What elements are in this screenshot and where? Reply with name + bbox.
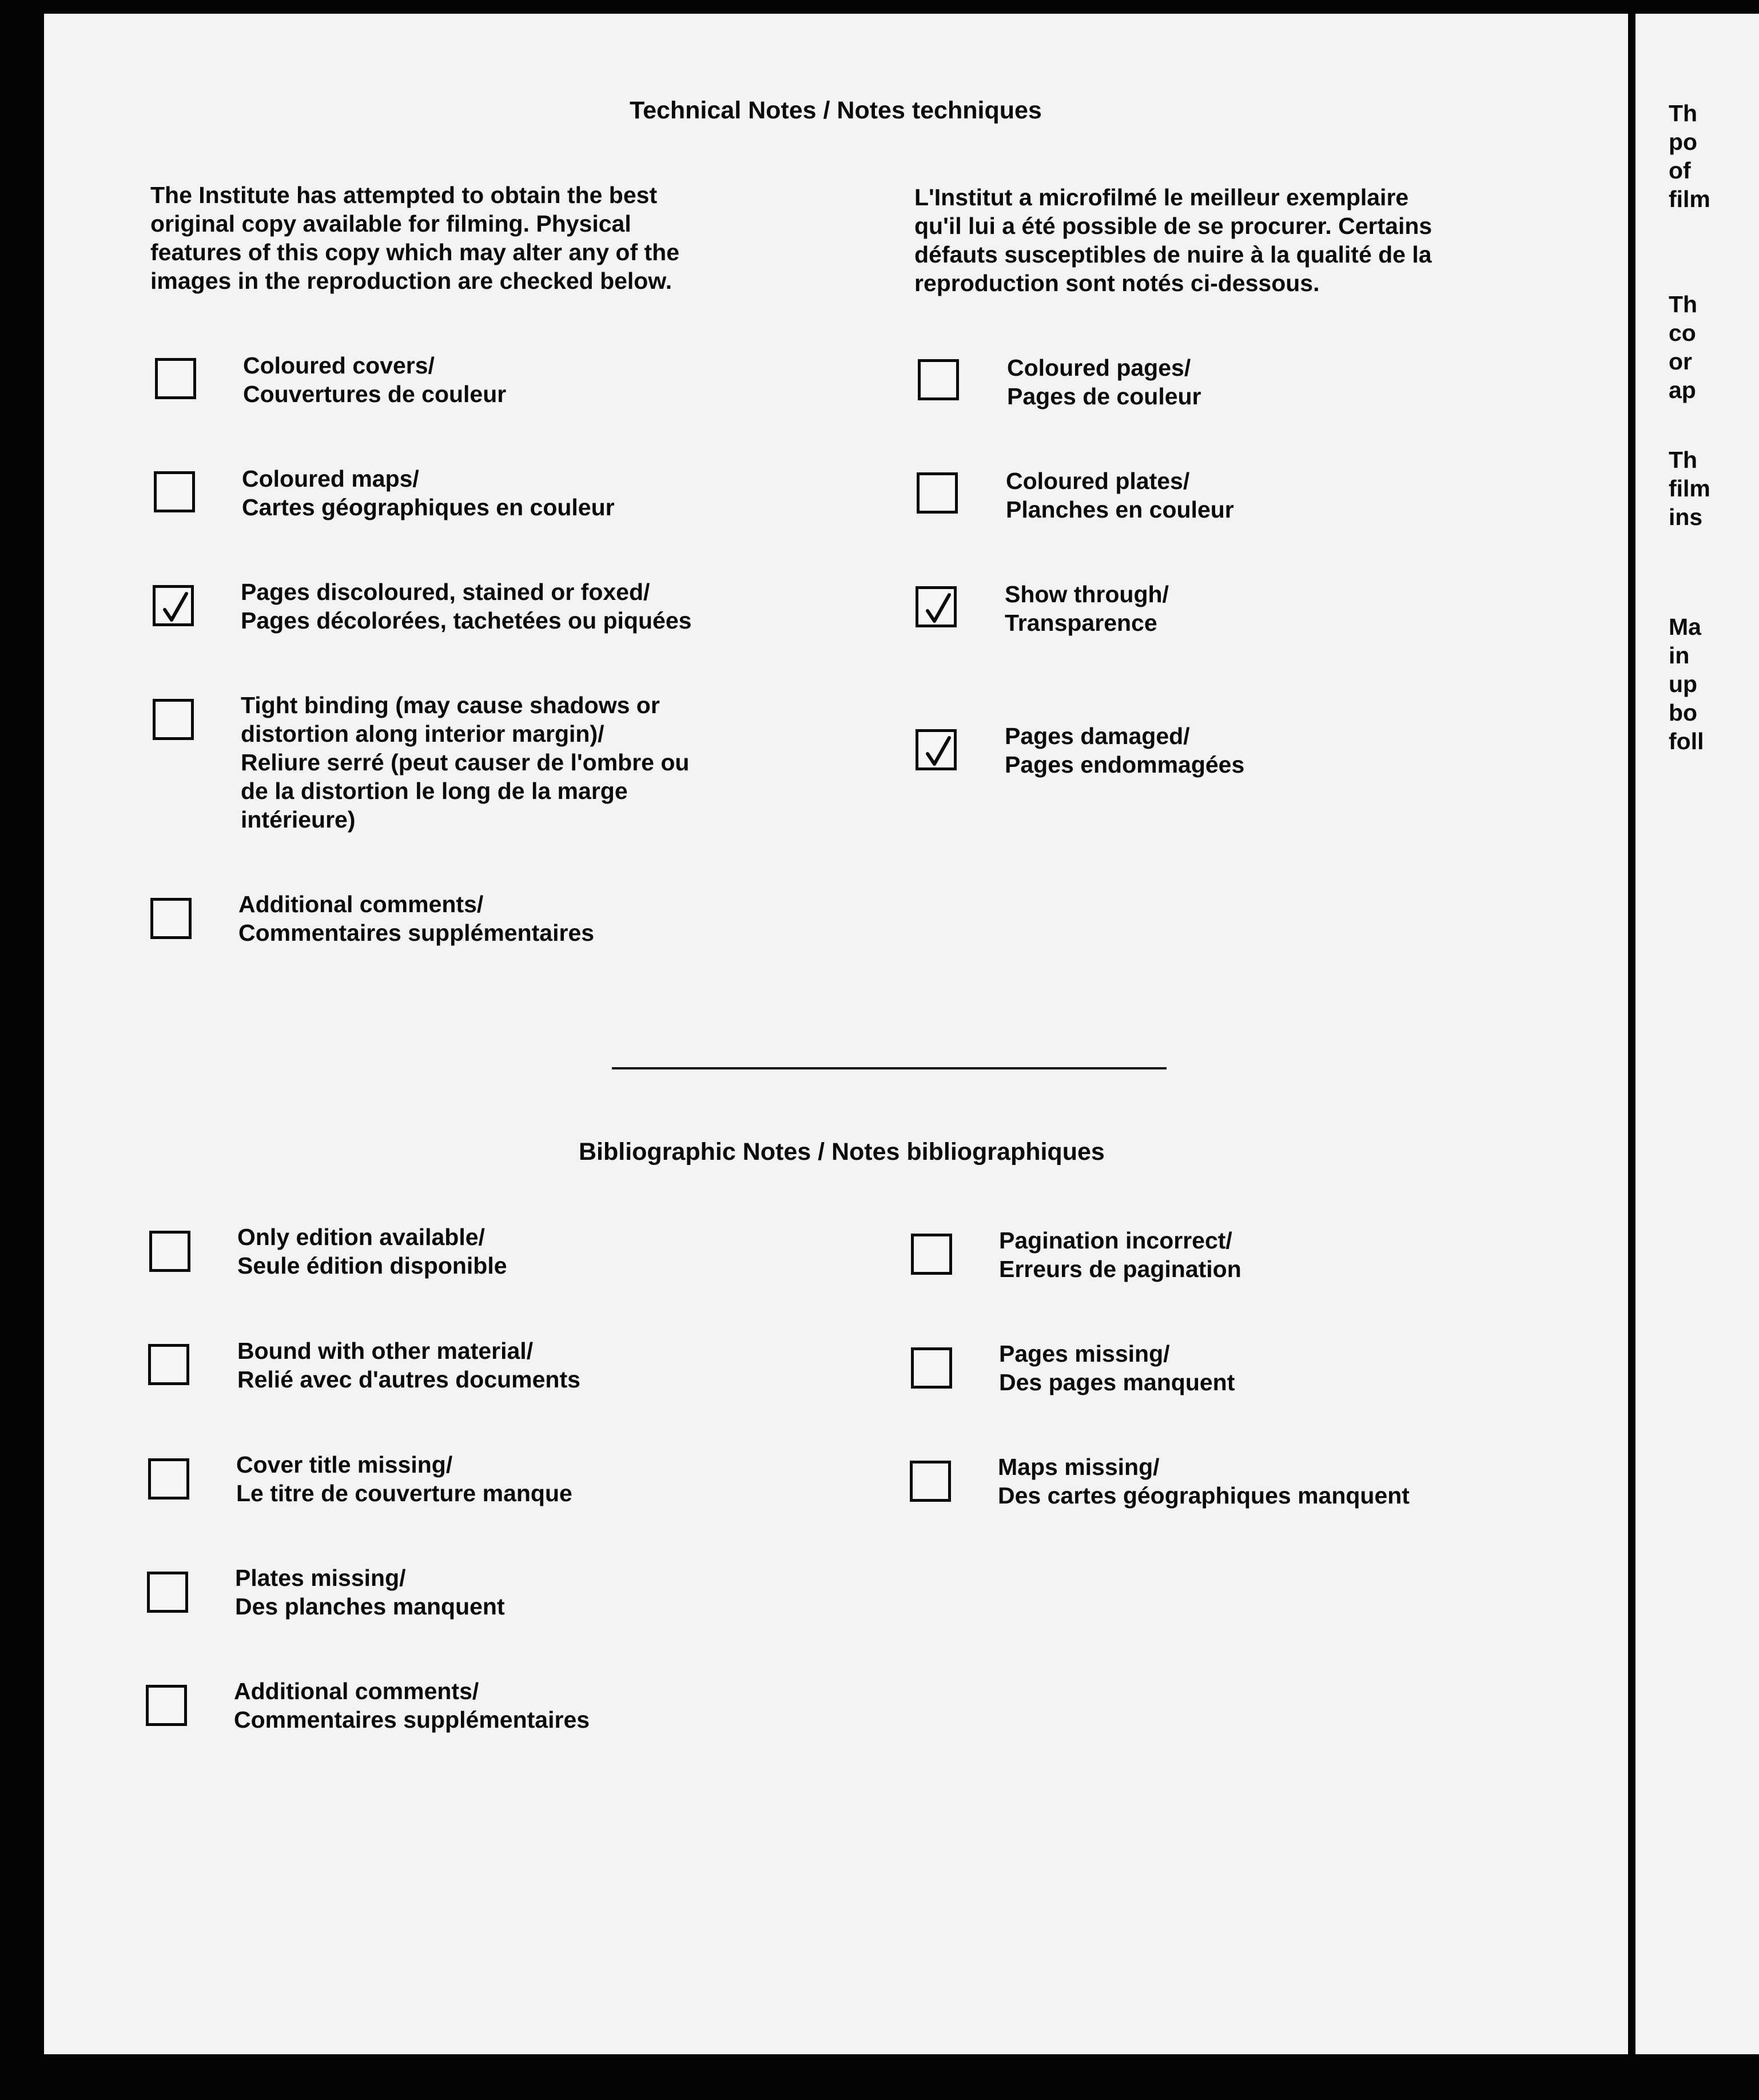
item-label: Le titre de couverture manque [236, 1480, 572, 1506]
checkbox[interactable] [148, 1344, 189, 1385]
intro-en-line: original copy available for filming. Physical [150, 210, 631, 237]
adjacent-page [1635, 14, 1759, 2054]
item-label: Des pages manquent [999, 1369, 1235, 1395]
intro-en-line: features of this copy which may alter any of the [150, 239, 680, 265]
checkbox[interactable] [150, 898, 192, 939]
technical-notes-title: Technical Notes / Notes techniques [630, 97, 1042, 124]
adjacent-fragment: film [1669, 186, 1710, 212]
adjacent-fragment: Th [1669, 100, 1698, 126]
adjacent-fragment: or [1669, 348, 1692, 375]
checkbox[interactable] [911, 1234, 952, 1275]
checkbox[interactable] [155, 358, 196, 399]
checkmark-icon [924, 591, 953, 626]
item-label: Coloured pages/ [1007, 355, 1191, 381]
item-label: Only edition available/ [237, 1224, 485, 1250]
item-label: Pages endommagées [1005, 751, 1245, 778]
item-label: Coloured maps/ [242, 466, 419, 492]
item-label: Reliure serré (peut causer de l'ombre ou [241, 749, 690, 775]
intro-en-line: The Institute has attempted to obtain the best [150, 182, 658, 208]
item-label: Pagination incorrect/ [999, 1227, 1232, 1254]
intro-en-line: images in the reproduction are checked below. [150, 268, 672, 294]
checkbox[interactable] [153, 699, 194, 740]
item-label: Bound with other material/ [237, 1338, 534, 1364]
item-label: Additional comments/ [238, 891, 484, 917]
adjacent-fragment: Th [1669, 291, 1698, 317]
adjacent-fragment: foll [1669, 728, 1704, 754]
checkbox[interactable] [147, 1572, 188, 1613]
item-label: intérieure) [241, 806, 356, 833]
item-label: Seule édition disponible [237, 1252, 507, 1279]
item-label: Coloured plates/ [1006, 468, 1190, 494]
checkbox[interactable] [916, 586, 957, 627]
checkbox[interactable] [149, 1231, 190, 1272]
intro-fr-line: L'Institut a microfilmé le meilleur exemplaire [914, 184, 1409, 210]
intro-fr-line: reproduction sont notés ci-dessous. [914, 270, 1320, 296]
checkbox[interactable] [910, 1461, 951, 1502]
adjacent-fragment: Ma [1669, 614, 1701, 640]
item-label: de la distortion le long de la marge [241, 778, 628, 804]
item-label: Pages discoloured, stained or foxed/ [241, 579, 650, 605]
checkbox[interactable] [148, 1458, 189, 1500]
intro-fr-line: qu'il lui a été possible de se procurer. Certains [914, 213, 1432, 239]
item-label: Commentaires supplémentaires [234, 1707, 590, 1733]
item-label: Transparence [1005, 610, 1157, 636]
item-label: Pages décolorées, tachetées ou piquées [241, 607, 692, 634]
item-label: Des planches manquent [235, 1593, 505, 1620]
item-label: Commentaires supplémentaires [238, 920, 595, 946]
item-label: Show through/ [1005, 581, 1169, 607]
item-label: Erreurs de pagination [999, 1256, 1241, 1282]
item-label: Additional comments/ [234, 1678, 479, 1704]
item-label: Coloured covers/ [243, 352, 435, 379]
item-label: Planches en couleur [1006, 496, 1234, 523]
item-label: Cover title missing/ [236, 1451, 453, 1478]
adjacent-fragment: in [1669, 642, 1690, 669]
adjacent-fragment: ap [1669, 377, 1696, 403]
intro-fr-line: défauts susceptibles de nuire à la qualité de la [914, 241, 1432, 268]
checkbox[interactable] [917, 472, 958, 514]
checkbox[interactable] [153, 585, 194, 626]
adjacent-fragment: Th [1669, 447, 1698, 473]
item-label: Pages damaged/ [1005, 723, 1190, 749]
adjacent-fragment: bo [1669, 699, 1698, 726]
item-label: Maps missing/ [998, 1454, 1160, 1480]
item-label: distortion along interior margin)/ [241, 721, 604, 747]
item-label: Relié avec d'autres documents [237, 1366, 580, 1393]
bibliographic-notes-title: Bibliographic Notes / Notes bibliographiques [579, 1138, 1105, 1166]
section-divider [612, 1067, 1167, 1069]
item-label: Plates missing/ [235, 1565, 406, 1591]
item-label: Cartes géographiques en couleur [242, 494, 615, 520]
adjacent-fragment: film [1669, 475, 1710, 502]
checkbox[interactable] [918, 359, 959, 400]
notes-sheet [44, 14, 1628, 2054]
adjacent-fragment: ins [1669, 504, 1703, 530]
adjacent-fragment: up [1669, 671, 1698, 697]
adjacent-fragment: co [1669, 320, 1696, 346]
item-label: Des cartes géographiques manquent [998, 1482, 1410, 1509]
item-label: Couvertures de couleur [243, 381, 507, 407]
checkbox[interactable] [154, 471, 195, 512]
checkbox[interactable] [911, 1347, 952, 1389]
checkmark-icon [161, 590, 190, 625]
item-label: Pages de couleur [1007, 383, 1201, 409]
checkmark-icon [924, 734, 953, 769]
item-label: Pages missing/ [999, 1341, 1170, 1367]
checkbox[interactable] [146, 1685, 187, 1726]
checkbox[interactable] [916, 729, 957, 770]
item-label: Tight binding (may cause shadows or [241, 692, 660, 718]
adjacent-fragment: of [1669, 157, 1691, 184]
adjacent-fragment: po [1669, 129, 1698, 155]
